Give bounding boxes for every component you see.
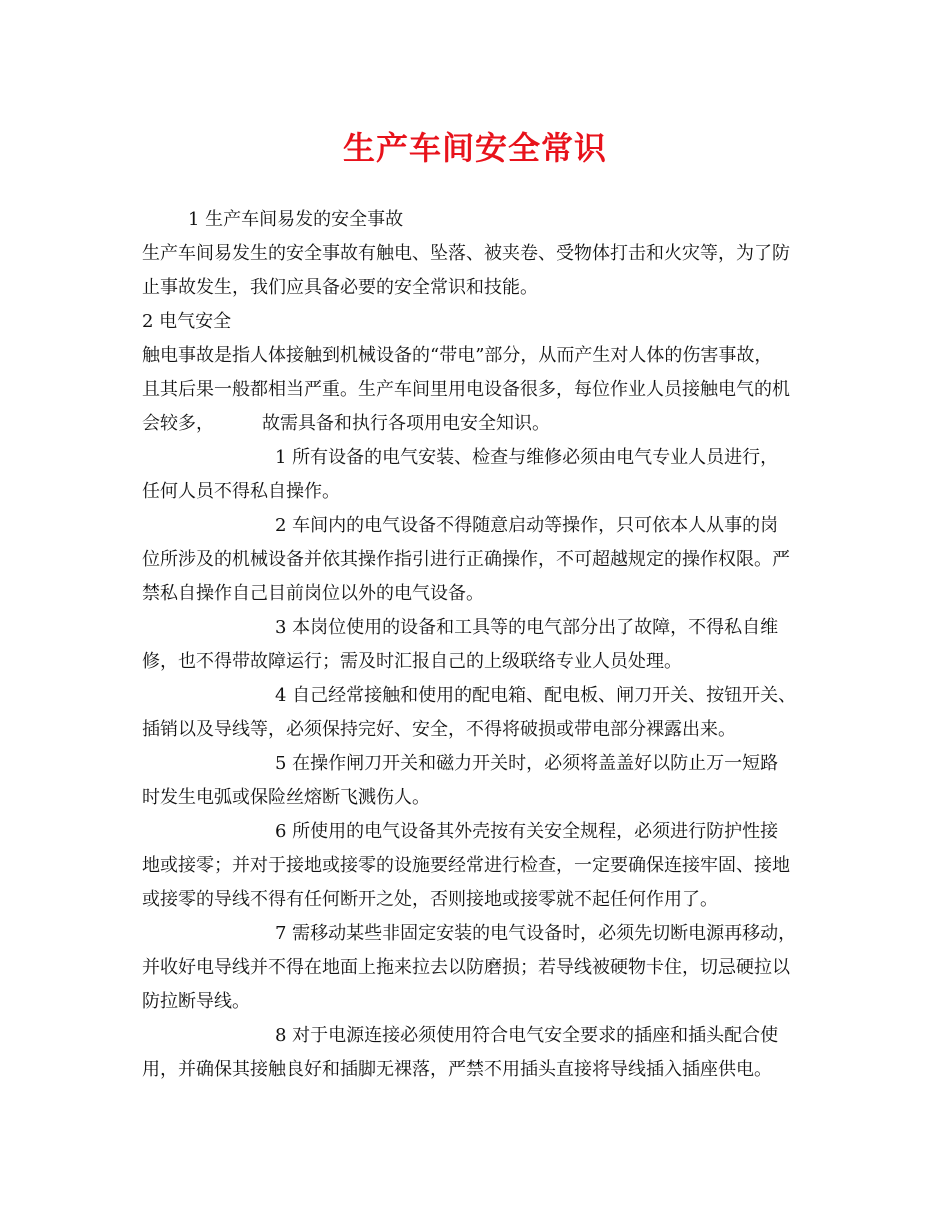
paragraph-text: 会较多，: [142, 413, 214, 434]
page-title: 生产车间安全常识: [342, 129, 607, 167]
list-item-line: 时发生电弧或保险丝熔断飞溅伤人。: [142, 787, 430, 808]
list-item-line: 防拉断导线。: [142, 991, 250, 1012]
paragraph-line: 触电事故是指人体接触到机械设备的“带电”部分，从而产生对人体的伤害事故，: [142, 345, 773, 366]
document-body: [142, 203, 822, 1087]
paragraph-line: 生产车间易发生的安全事故有触电、坠落、被夹卷、受物体打击和火灾等，为了防: [142, 243, 790, 264]
list-item-first-line: 2 车间内的电气设备不得随意启动等操作，只可依本人从事的岗: [275, 515, 779, 536]
section-heading: 1 生产车间易发的安全事故: [188, 209, 404, 230]
list-item-line: 禁私自操作自己目前岗位以外的电气设备。: [142, 583, 484, 604]
list-item-line: 修，也不得带故障运行；需及时汇报自己的上级联络专业人员处理。: [142, 651, 682, 672]
list-item-first-line: 4 自己经常接触和使用的配电箱、配电板、闸刀开关、按钮开关、: [275, 685, 797, 706]
list-item-line: 任何人员不得私自操作。: [142, 481, 340, 502]
list-item-first-line: 1 所有设备的电气安装、检查与维修必须由电气专业人员进行，: [275, 447, 779, 468]
paragraph-line: 止事故发生，我们应具备必要的安全常识和技能。: [142, 277, 538, 298]
paragraph-line: [142, 407, 822, 441]
list-item-first-line: 5 在操作闸刀开关和磁力开关时，必须将盖盖好以防止万一短路: [275, 753, 779, 774]
section-heading: 2 电气安全: [142, 311, 232, 332]
list-item-first-line: 8 对于电源连接必须使用符合电气安全要求的插座和插头配合使: [275, 1025, 779, 1046]
list-item-first-line: 7 需移动某些非固定安装的电气设备时，必须先切断电源再移动，: [275, 923, 797, 944]
paragraph-line: 且其后果一般都相当严重。生产车间里用电设备很多，每位作业人员接触电气的机: [142, 379, 790, 400]
list-item-first-line: 6 所使用的电气设备其外壳按有关安全规程，必须进行防护性接: [275, 821, 779, 842]
list-item-line: 或接零的导线不得有任何断开之处，否则接地或接零就不起任何作用了。: [142, 889, 718, 910]
list-item-line: 并收好电导线并不得在地面上拖来拉去以防磨损；若导线被硬物卡住，切忌硬拉以: [142, 957, 790, 978]
paragraph-text: 故需具备和执行各项用电安全知识。: [262, 413, 550, 434]
list-item-line: 地或接零；并对于接地或接零的设施要经常进行检查，一定要确保连接牢固、接地: [142, 855, 790, 876]
list-item-line: 位所涉及的机械设备并依其操作指引进行正确操作，不可超越规定的操作权限。严: [142, 549, 790, 570]
list-item-first-line: 3 本岗位使用的设备和工具等的电气部分出了故障，不得私自维: [275, 617, 779, 638]
list-item-line: 用，并确保其接触良好和插脚无裸落，严禁不用插头直接将导线插入插座供电。: [142, 1059, 772, 1080]
list-item-line: 插销以及导线等，必须保持完好、安全，不得将破损或带电部分裸露出来。: [142, 719, 736, 740]
